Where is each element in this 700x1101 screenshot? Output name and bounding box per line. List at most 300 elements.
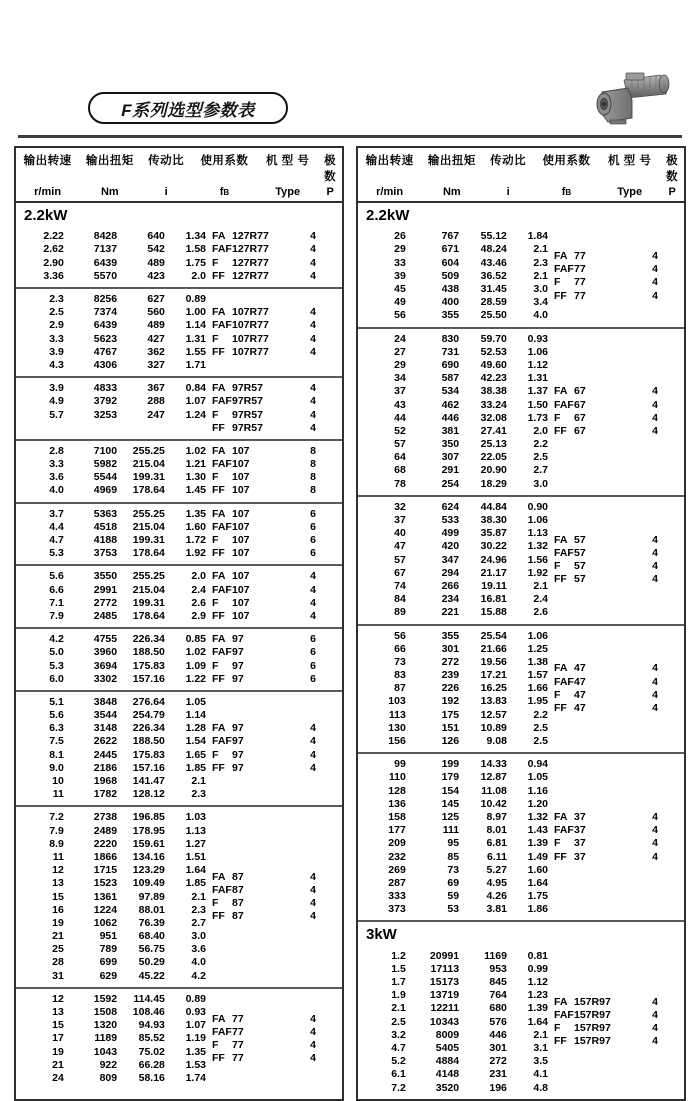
cell-output-speed: 7.9 [49, 824, 64, 837]
cell-output-torque: 13719 [429, 989, 460, 1002]
cell-service-factor: 2.2 [533, 438, 548, 451]
cell-output-torque: 1062 [93, 916, 118, 929]
parameter-section [358, 226, 684, 328]
model-row [548, 425, 684, 438]
cell-model-prefix: FF [212, 761, 225, 774]
cell-service-factor: 1.95 [527, 695, 548, 708]
cell-model-prefix: FA [554, 385, 568, 398]
cell-model-prefix: FAF [554, 263, 574, 276]
cell-output-speed: 40 [394, 527, 406, 540]
table-row [16, 584, 206, 597]
cell-ratio: 38.38 [480, 385, 507, 398]
cell-output-torque: 6439 [93, 256, 118, 269]
cell-output-torque: 4884 [435, 1055, 460, 1068]
cell-poles: 4 [652, 824, 658, 837]
cell-poles: 4 [310, 306, 316, 319]
cell-output-torque: 830 [441, 332, 460, 345]
cell-service-factor: 1.50 [527, 398, 548, 411]
table-row [16, 319, 206, 332]
cell-poles: 4 [652, 276, 658, 289]
cell-service-factor: 2.4 [191, 583, 206, 596]
cell-poles: 4 [652, 250, 658, 263]
cell-model-size: 97R57 [232, 408, 263, 421]
fb-subscript: B [565, 188, 572, 197]
parameter-section [16, 378, 342, 441]
cell-service-factor: 1.35 [185, 1045, 206, 1058]
cell-output-speed: 128 [388, 784, 406, 797]
cell-ratio: 9.08 [486, 735, 507, 747]
cell-output-speed: 5.3 [49, 659, 64, 672]
cell-ratio: 134.16 [132, 850, 165, 863]
header-service-factor-cn: 使用系数 [200, 155, 249, 167]
cell-ratio: 58.16 [138, 1071, 165, 1084]
cell-output-torque: 1189 [94, 1032, 118, 1045]
cell-ratio: 489 [147, 256, 165, 269]
cell-poles: 4 [652, 688, 658, 701]
cell-model-size: 37 [574, 810, 586, 823]
table-row [358, 976, 548, 989]
cell-poles: 4 [652, 424, 658, 437]
cell-service-factor: 2.1 [191, 890, 206, 903]
cell-service-factor: 1.75 [185, 256, 206, 269]
cell-model-prefix: FA [212, 870, 226, 883]
table-row [16, 1072, 206, 1085]
table-row [16, 673, 206, 686]
cell-service-factor: 0.81 [527, 949, 548, 962]
model-row [206, 547, 342, 560]
cell-output-speed: 2.3 [49, 293, 64, 305]
cell-service-factor: 1.35 [185, 507, 206, 520]
cell-model-size: 57 [574, 560, 586, 573]
cell-output-torque: 4767 [93, 345, 118, 358]
cell-model-size: 77 [232, 1038, 244, 1051]
model-row [206, 270, 342, 283]
cell-output-speed: 4.0 [49, 484, 64, 497]
header-poles-cn: 极 数 [666, 155, 679, 183]
cell-service-factor: 1.03 [185, 811, 206, 824]
model-columns [548, 950, 684, 1095]
cell-service-factor: 1.72 [185, 534, 206, 546]
table-row [16, 1019, 206, 1032]
model-row [206, 484, 342, 497]
table-row [358, 758, 548, 771]
cell-ratio: 18.29 [480, 477, 507, 490]
cell-ratio: 68.40 [138, 930, 165, 943]
cell-output-torque: 5623 [93, 332, 118, 345]
cell-model-size: 87 [232, 910, 244, 923]
cell-ratio: 55.12 [480, 230, 507, 243]
cell-service-factor: 1.14 [185, 709, 206, 722]
table-row [16, 811, 206, 824]
cell-output-speed: 13 [52, 1006, 64, 1018]
table-row [358, 1042, 548, 1055]
cell-ratio: 32.08 [480, 411, 507, 424]
cell-ratio: 25.54 [480, 629, 507, 642]
parameter-tables [14, 146, 686, 1101]
cell-model-size: 127R77 [232, 269, 269, 282]
numeric-columns [16, 230, 206, 283]
cell-output-speed: 177 [388, 824, 406, 837]
cell-service-factor: 2.0 [191, 269, 206, 282]
cell-output-torque: 3302 [93, 672, 118, 685]
cell-ratio: 188.50 [132, 646, 165, 659]
model-row [206, 660, 342, 673]
model-row [548, 662, 684, 675]
model-row [206, 722, 342, 735]
cell-output-torque: 1320 [93, 1019, 118, 1032]
model-row [548, 534, 684, 547]
cell-service-factor: 1.07 [185, 395, 206, 408]
cell-ratio: 367 [147, 382, 165, 395]
cell-output-speed: 3.7 [49, 507, 64, 520]
cell-output-torque: 20991 [429, 949, 460, 962]
cell-ratio: 8.01 [486, 824, 507, 837]
cell-poles: 4 [310, 761, 316, 774]
cell-ratio: 31.45 [480, 283, 507, 295]
cell-output-torque: 17113 [430, 962, 460, 975]
cell-output-torque: 6439 [93, 319, 118, 332]
cell-service-factor: 0.84 [185, 382, 206, 395]
cell-service-factor: 1.54 [185, 735, 206, 748]
cell-poles: 4 [652, 1035, 658, 1048]
model-row [206, 471, 342, 484]
parameter-table-right [356, 146, 686, 1101]
cell-ratio: 15.88 [480, 606, 507, 619]
cell-service-factor: 1.51 [185, 850, 206, 863]
cell-model-size: 97R57 [232, 395, 263, 408]
cell-output-torque: 301 [441, 642, 460, 655]
table-row [16, 243, 206, 256]
cell-output-torque: 509 [441, 269, 460, 282]
cell-service-factor: 2.9 [191, 609, 206, 622]
cell-service-factor: 1.05 [527, 771, 548, 784]
cell-output-torque: 85 [447, 850, 460, 863]
cell-output-speed: 1.2 [391, 949, 406, 962]
cell-ratio: 255.25 [132, 507, 165, 520]
cell-output-torque: 2445 [93, 748, 118, 761]
cell-model-size: 107R77 [232, 306, 269, 319]
cell-ratio: 44.84 [480, 500, 507, 513]
cell-output-speed: 5.6 [49, 709, 64, 722]
model-columns [206, 445, 342, 498]
cell-poles: 8 [310, 458, 316, 471]
cell-service-factor: 2.0 [533, 424, 548, 437]
table-row [358, 257, 548, 270]
model-row [548, 250, 684, 263]
table-row [358, 359, 548, 372]
table-row [358, 333, 548, 346]
cell-output-torque: 8256 [93, 293, 118, 305]
table-row [16, 610, 206, 623]
cell-ratio: 157.16 [132, 672, 165, 685]
cell-model-prefix: FF [554, 573, 567, 586]
table-row [16, 660, 206, 673]
model-row [548, 996, 684, 1009]
cell-poles: 4 [652, 810, 658, 823]
cell-poles: 4 [652, 837, 658, 850]
cell-output-speed: 43 [394, 398, 406, 411]
cell-output-speed: 56 [394, 309, 406, 322]
cell-service-factor: 2.5 [533, 721, 548, 734]
cell-service-factor: 1.85 [185, 761, 206, 774]
cell-model-prefix: F [212, 256, 219, 269]
cell-output-torque: 951 [99, 930, 118, 943]
cell-output-speed: 156 [388, 735, 406, 747]
table-row [16, 534, 206, 547]
cell-output-torque: 671 [441, 243, 460, 256]
cell-output-torque: 1866 [93, 850, 118, 863]
cell-model-prefix: FF [212, 547, 225, 560]
cell-service-factor: 1.02 [185, 646, 206, 659]
cell-output-speed: 158 [388, 810, 406, 823]
cell-output-speed: 7.1 [49, 596, 64, 609]
model-row [206, 409, 342, 422]
cell-output-speed: 74 [394, 579, 406, 592]
numeric-columns [16, 293, 206, 372]
cell-model-prefix: FA [212, 507, 226, 520]
table-row [358, 1068, 548, 1081]
model-row [206, 422, 342, 435]
table-row [358, 438, 548, 451]
cell-service-factor: 1.65 [185, 748, 206, 761]
cell-service-factor: 1.25 [527, 642, 548, 655]
cell-output-torque: 226 [441, 682, 460, 695]
cell-model-size: 47 [574, 662, 586, 675]
cell-service-factor: 1.64 [185, 864, 206, 877]
model-row [206, 1013, 342, 1026]
header-p-unit: P [326, 186, 334, 198]
cell-model-size: 37 [574, 850, 586, 863]
cell-ratio: 56.75 [138, 943, 165, 956]
model-row [206, 633, 342, 646]
cell-output-speed: 7.9 [49, 609, 64, 622]
table-row [16, 395, 206, 408]
table-row [16, 891, 206, 904]
cell-ratio: 215.04 [132, 583, 165, 596]
cell-ratio: 17.21 [480, 669, 507, 682]
cell-output-speed: 34 [394, 372, 406, 385]
cell-service-factor: 0.89 [185, 992, 206, 1005]
table-row [16, 458, 206, 471]
cell-poles: 4 [310, 570, 316, 583]
numeric-columns [16, 445, 206, 498]
cell-model-size: 47 [574, 675, 586, 688]
cell-ratio: 21.17 [480, 566, 507, 579]
cell-model-size: 67 [574, 411, 586, 424]
cell-model-size: 77 [574, 250, 586, 263]
cell-poles: 4 [310, 421, 316, 434]
cell-poles: 4 [310, 332, 316, 345]
cell-poles: 4 [652, 560, 658, 573]
cell-output-torque: 3148 [93, 722, 118, 735]
cell-output-torque: 420 [441, 540, 460, 553]
cell-output-torque: 3544 [93, 709, 118, 722]
cell-model-size: 107 [232, 520, 250, 533]
table-row [358, 309, 548, 322]
cell-output-speed: 15 [52, 1019, 64, 1032]
cell-model-prefix: FAF [212, 319, 232, 332]
cell-output-speed: 52 [394, 424, 406, 437]
cell-output-speed: 4.2 [49, 633, 64, 646]
cell-poles: 8 [310, 471, 316, 484]
cell-model-prefix: FAF [554, 398, 574, 411]
table-row [358, 798, 548, 811]
cell-model-prefix: FAF [212, 883, 232, 896]
parameter-section [16, 807, 342, 988]
cell-output-speed: 12 [52, 864, 64, 877]
cell-ratio: 178.95 [132, 824, 165, 837]
numeric-columns [16, 382, 206, 435]
cell-model-prefix: FA [212, 230, 226, 243]
cell-ratio: 6.81 [486, 837, 507, 850]
cell-ratio: 85.52 [138, 1032, 165, 1045]
model-columns [548, 333, 684, 491]
cell-output-speed: 2.5 [49, 306, 64, 319]
table-row [358, 630, 548, 643]
cell-ratio: 301 [489, 1042, 507, 1054]
cell-model-size: 157R97 [574, 1035, 611, 1048]
cell-service-factor: 1.22 [185, 672, 206, 685]
cell-model-size: 127R77 [232, 243, 269, 256]
cell-model-size: 107 [232, 570, 250, 583]
cell-output-torque: 151 [441, 721, 460, 734]
header-rpm-unit: r/min [34, 186, 62, 198]
table-row [358, 451, 548, 464]
cell-model-size: 157R97 [574, 1009, 611, 1022]
cell-model-size: 57 [574, 533, 586, 546]
cell-ratio: 141.47 [132, 775, 165, 787]
cell-service-factor: 1.60 [527, 863, 548, 876]
table-row [358, 230, 548, 243]
cell-ratio: 640 [147, 230, 165, 243]
cell-model-size: 97 [232, 722, 244, 735]
model-row [206, 445, 342, 458]
cell-ratio: 178.64 [132, 547, 165, 560]
cell-ratio: 14.33 [480, 758, 507, 771]
cell-output-speed: 24 [52, 1071, 64, 1084]
table-row [358, 425, 548, 438]
model-row [206, 458, 342, 471]
header-nm-unit: Nm [100, 186, 119, 198]
cell-output-torque: 350 [441, 438, 460, 451]
cell-output-torque: 175 [441, 708, 460, 721]
header-poles-cn: 极 数 [324, 155, 337, 183]
parameter-section [358, 754, 684, 922]
cell-service-factor: 4.0 [191, 956, 206, 969]
cell-model-size: 37 [574, 824, 586, 837]
cell-output-speed: 26 [394, 230, 406, 243]
table-row [358, 346, 548, 359]
model-row [548, 689, 684, 702]
header-output-torque-cn: 输出扭矩 [427, 155, 476, 167]
model-row [548, 811, 684, 824]
cell-output-speed: 4.7 [391, 1042, 406, 1054]
model-columns [548, 230, 684, 322]
cell-service-factor: 1.57 [527, 669, 548, 682]
cell-poles: 8 [310, 484, 316, 497]
model-row [548, 547, 684, 560]
cell-poles: 4 [310, 345, 316, 358]
cell-service-factor: 2.1 [533, 243, 548, 256]
cell-model-prefix: FAF [212, 458, 232, 471]
cell-output-speed: 16 [52, 903, 64, 916]
cell-ratio: 11.08 [481, 784, 507, 797]
masthead [0, 0, 700, 140]
cell-service-factor: 0.93 [527, 332, 548, 345]
cell-output-torque: 731 [441, 345, 460, 358]
cell-model-prefix: F [212, 534, 219, 546]
table-row [358, 501, 548, 514]
cell-model-prefix: FA [554, 662, 568, 675]
table-row [16, 382, 206, 395]
cell-poles: 4 [652, 850, 658, 863]
cell-output-speed: 3.3 [49, 458, 64, 471]
cell-service-factor: 1.20 [527, 797, 548, 810]
numeric-columns [358, 758, 548, 916]
cell-output-torque: 5570 [93, 269, 118, 282]
cell-service-factor: 1.86 [527, 903, 548, 916]
model-columns [548, 630, 684, 749]
cell-output-speed: 47 [394, 540, 406, 553]
numeric-columns [16, 993, 206, 1085]
cell-ratio: 188.50 [132, 735, 165, 748]
cell-ratio: 560 [147, 306, 165, 319]
table-row [16, 838, 206, 851]
model-row [206, 333, 342, 346]
cell-ratio: 19.56 [480, 655, 507, 668]
cell-ratio: 627 [147, 293, 165, 305]
cell-output-speed: 209 [388, 837, 406, 850]
cell-output-speed: 27 [394, 345, 406, 358]
cell-output-torque: 7137 [93, 243, 118, 256]
model-row [548, 676, 684, 689]
cell-service-factor: 1.00 [185, 306, 206, 319]
cell-model-prefix: FF [554, 850, 567, 863]
cell-ratio: 21.66 [480, 642, 507, 655]
cell-output-speed: 44 [394, 411, 406, 424]
model-row [206, 534, 342, 547]
cell-output-speed: 136 [388, 797, 406, 810]
cell-output-speed: 5.2 [391, 1055, 406, 1068]
cell-output-torque: 294 [441, 566, 460, 579]
cell-service-factor: 0.94 [527, 758, 548, 771]
cell-output-speed: 5.1 [49, 695, 64, 708]
table-row [358, 283, 548, 296]
cell-service-factor: 1.06 [527, 345, 548, 358]
header-service-factor-cn: 使用系数 [542, 155, 591, 167]
cell-model-prefix: FA [212, 570, 226, 583]
cell-service-factor: 1.60 [185, 520, 206, 533]
header-fb-unit: fB [561, 186, 572, 198]
header-output-speed-cn: 输出转速 [23, 155, 72, 167]
cell-model-prefix: FF [554, 424, 567, 437]
cell-output-speed: 6.6 [49, 583, 64, 596]
cell-output-torque: 5363 [93, 507, 118, 520]
cell-output-torque: 4833 [93, 382, 118, 395]
table-row [16, 762, 206, 775]
cell-output-torque: 3848 [93, 695, 118, 708]
cell-output-speed: 103 [388, 695, 406, 708]
parameter-section [16, 692, 342, 808]
cell-model-prefix: F [212, 596, 219, 609]
cell-output-torque: 604 [441, 256, 460, 269]
cell-output-speed: 99 [394, 758, 406, 771]
table-row [358, 580, 548, 593]
cell-output-speed: 21 [52, 930, 64, 943]
cell-output-speed: 5.0 [49, 646, 64, 659]
table-row [16, 521, 206, 534]
cell-output-speed: 4.4 [49, 520, 64, 533]
